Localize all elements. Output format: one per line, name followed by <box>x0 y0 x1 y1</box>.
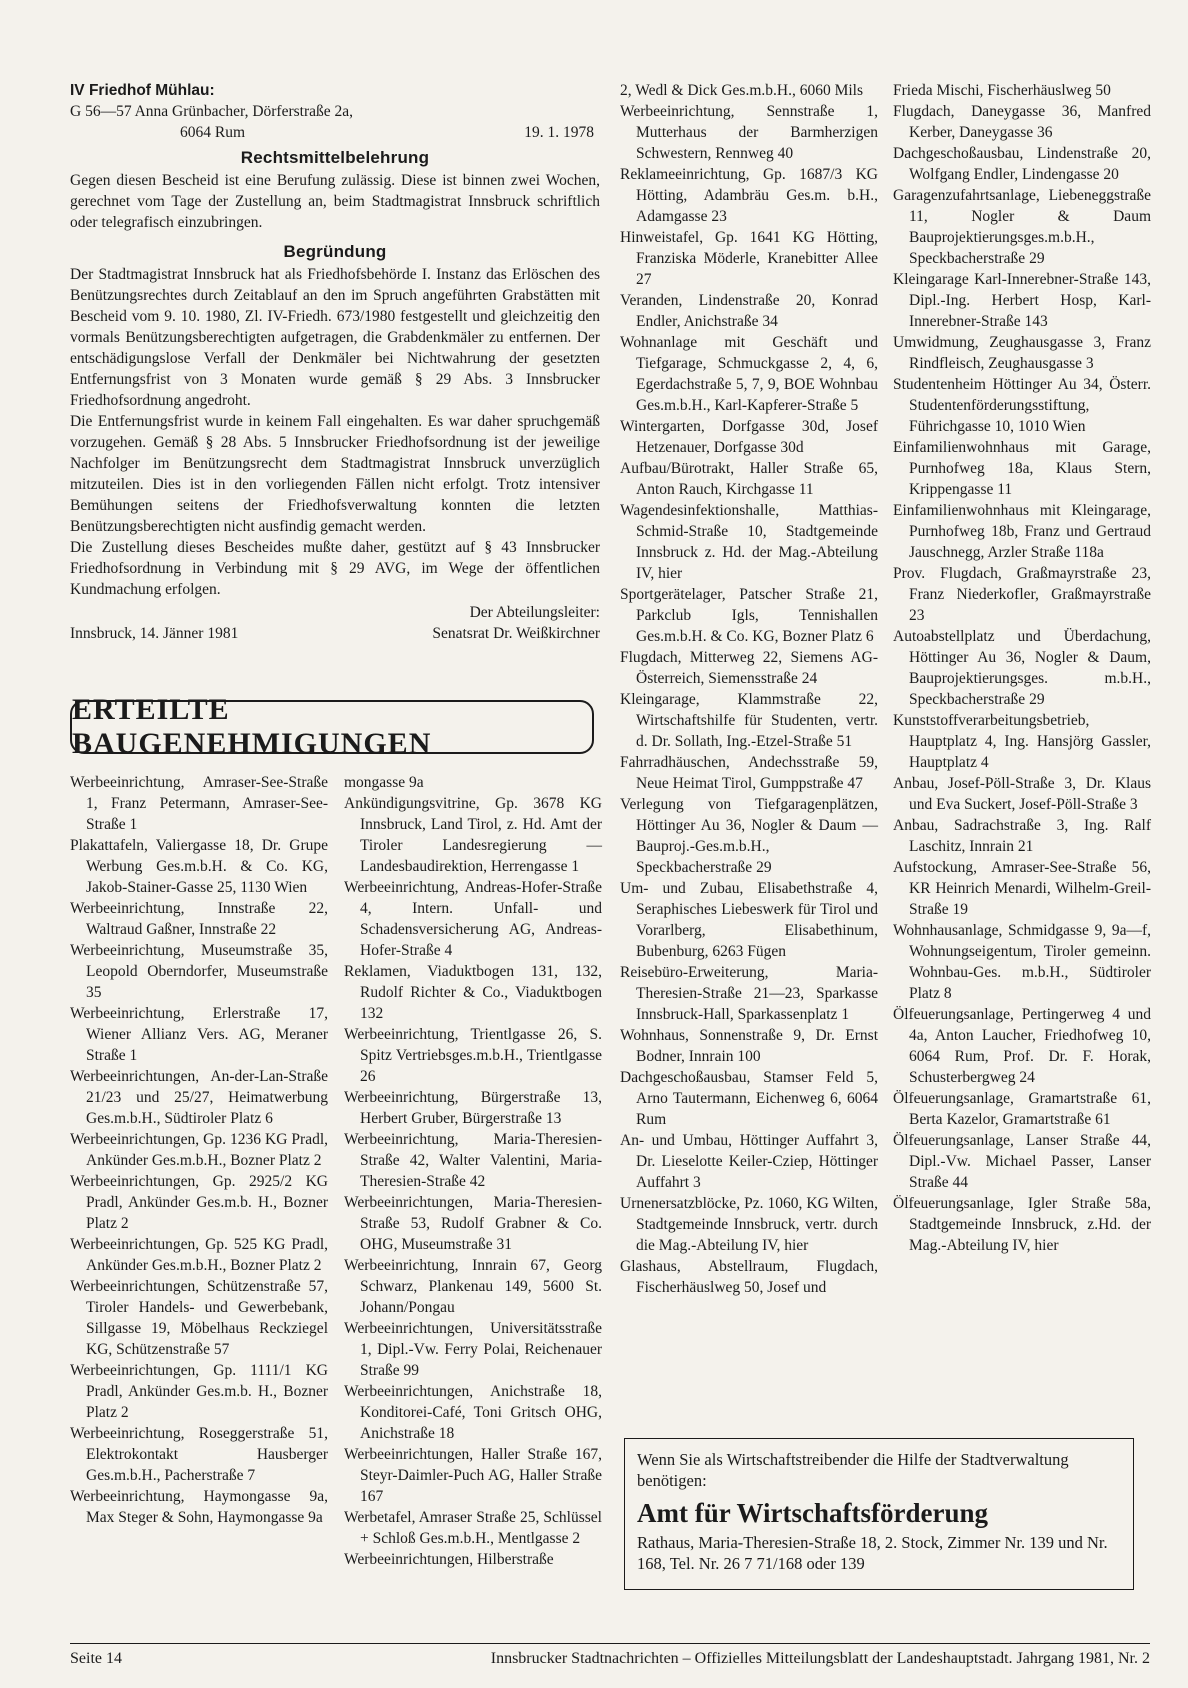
permit-entry: Werbeeinrichtungen, Gp. 1111/1 KG Pradl, Ankünder Ges.m.b. H., Bozner Platz 2 <box>70 1362 328 1421</box>
permit-entry: Ölfeuerungsanlage, Gramartstraße 61, Berta Kazelor, Gramartstraße 61 <box>893 1090 1151 1128</box>
grave-entry-row <box>70 122 600 143</box>
permit-entry: Werbeeinrichtungen, Anichstraße 18, Konditorei-Café, Toni Gritsch OHG, Anichstraße 18 <box>344 1383 602 1442</box>
permit-entry: Werbeeinrichtungen, Gp. 525 KG Pradl, Ankünder Ges.m.b.H., Bozner Platz 2 <box>70 1236 328 1274</box>
permit-entry: Werbeeinrichtungen, Gp. 2925/2 KG Pradl, Ankünder Ges.m.b. H., Bozner Platz 2 <box>70 1173 328 1232</box>
permit-entry: Werbeeinrichtung, Roseggerstraße 51, Elektrokontakt Hausberger Ges.m.b.H., Pacherstraße 7 <box>70 1425 328 1484</box>
signature-place-date: Innsbruck, 14. Jänner 1981 <box>70 625 239 642</box>
permit-entry: Fahrradhäuschen, Andechsstraße 59, Neue Heimat Tirol, Gumppstraße 47 <box>620 754 878 792</box>
permit-entry: Reisebüro-Erweiterung, Maria-Theresien-Straße 21—23, Sparkasse Innsbruck-Hall, Sparkassenplatz 1 <box>620 964 878 1023</box>
permit-entry: mongasse 9a <box>344 774 424 791</box>
section-banner-title: ERTEILTE BAUGENEHMIGUNGEN <box>70 700 594 754</box>
business-promotion-box <box>624 1438 1134 1590</box>
grave-entry-place: 6064 Rum <box>180 124 246 141</box>
permit-entry: Reklamen, Viaduktbogen 131, 132, Rudolf Richter & Co., Viaduktbogen 132 <box>344 963 602 1022</box>
permit-entry: Werbeeinrichtungen, Maria-Theresien-Straße 53, Rudolf Grabner & Co. OHG, Museumstraße 31 <box>344 1194 602 1253</box>
ad-intro: Wenn Sie als Wirtschaftstreibender die Hilfe der Stadtverwaltung benötigen: <box>637 1450 1069 1490</box>
permit-entry: Werbeeinrichtung, Sennstraße 1, Mutterhaus der Barmherzigen Schwestern, Rennweg 40 <box>620 103 878 162</box>
permit-entry: Frieda Mischi, Fischerhäuslweg 50 <box>893 82 1111 99</box>
permit-entry: Studentenheim Höttinger Au 34, Österr. Studentenförderungsstiftung, Führichgasse 10, 1010 Wien <box>893 376 1151 435</box>
rechtsmittelbelehrung-text: Gegen diesen Bescheid ist eine Berufung zulässig. Diese ist binnen zwei Wochen, gerechnet vom Tage der Zustellung an, beim Stadtmagistrat Innsbruck schriftlich oder telegrafisch einzubringen. <box>70 172 600 231</box>
permit-entry: Wintergarten, Dorfgasse 30d, Josef Hetzenauer, Dorfgasse 30d <box>620 418 878 456</box>
permit-entry: 2, Wedl & Dick Ges.m.b.H., 6060 Mils <box>620 82 864 99</box>
permit-entry: Autoabstellplatz und Überdachung, Höttinger Au 36, Nogler & Daum, Bauprojektierungsges. m.b.H., Speckbacherstraße 29 <box>893 628 1151 708</box>
footer-divider <box>70 1643 1150 1644</box>
begruendung-paragraph-1: Der Stadtmagistrat Innsbruck hat als Friedhofsbehörde I. Instanz das Erlöschen des Benützungsrechtes durch Zeitablauf an den im Spruch angeführten Grabstätten mit Bescheid vom 9. 10. 1980, Zl. IV-Friedh. 673/1980 festgestellt und gleichzeitig den vormals Benützungsberechtigten aufgetragen, die Grabdenkmäler zu entfernen. Der entschädigungslose Verfall der Denkmäler bei Nichtwahrung der gesetzten Entfernungsfrist von 3 Monaten wurde gemäß § 29 Abs. 3 Innsbrucker Friedhofsordnung angedroht. <box>70 266 600 409</box>
permit-entry: An- und Umbau, Höttinger Auffahrt 3, Dr. Lieselotte Keiler-Cziep, Höttinger Auffahrt 3 <box>620 1132 878 1191</box>
permit-entry: Aufstockung, Amraser-See-Straße 56, KR Heinrich Menardi, Wilhelm-Greil-Straße 19 <box>893 859 1151 918</box>
permit-entry: Um- und Zubau, Elisabethstraße 4, Seraphisches Liebeswerk für Tirol und Vorarlberg, Elisabethinum, Bubenburg, 6263 Fügen <box>620 880 878 960</box>
permit-entry: Werbeeinrichtungen, Gp. 1236 KG Pradl, Ankünder Ges.m.b.H., Bozner Platz 2 <box>70 1131 328 1169</box>
permit-entry: Ölfeuerungsanlage, Lanser Straße 44, Dipl.-Vw. Michael Passer, Lanser Straße 44 <box>893 1132 1151 1191</box>
permit-entry: Anbau, Sadrachstraße 3, Ing. Ralf Laschitz, Innrain 21 <box>893 817 1151 855</box>
permit-entry: Prov. Flugdach, Graßmayrstraße 23, Franz Niederkofler, Graßmayrstraße 23 <box>893 565 1151 624</box>
permit-entry: Verlegung von Tiefgaragenplätzen, Höttinger Au 36, Nogler & Daum — Bauproj.-Ges.m.b.H., Speckbacherstraße 29 <box>620 796 878 876</box>
signature-role: Der Abteilungsleiter: <box>469 604 600 621</box>
permit-entry: Einfamilienwohnhaus mit Garage, Purnhofweg 18a, Klaus Stern, Krippengasse 11 <box>893 439 1151 498</box>
permit-entry: Wohnhaus, Sonnenstraße 9, Dr. Ernst Bodner, Innrain 100 <box>620 1027 878 1065</box>
permit-entry: Werbeeinrichtung, Erlerstraße 17, Wiener Allianz Vers. AG, Meraner Straße 1 <box>70 1005 328 1064</box>
permit-entry: Kunststoffverarbeitungsbetrieb, Hauptplatz 4, Ing. Hansjörg Gassler, Hauptplatz 4 <box>893 712 1151 771</box>
permit-entry: Anbau, Josef-Pöll-Straße 3, Dr. Klaus und Eva Suckert, Josef-Pöll-Straße 3 <box>893 775 1151 813</box>
permit-entry: Sportgerätelager, Patscher Straße 21, Parkclub Igls, Tennishallen Ges.m.b.H. & Co. KG, Bozner Platz 6 <box>620 586 878 645</box>
grave-entry: G 56—57 Anna Grünbacher, Dörferstraße 2a, <box>70 103 354 120</box>
permit-entry: Werbeeinrichtung, Museumstraße 35, Leopold Oberndorfer, Museumstraße 35 <box>70 942 328 1001</box>
signature-name: Senatsrat Dr. Weißkirchner <box>432 625 600 642</box>
permit-entry: Werbeeinrichtungen, An-der-Lan-Straße 21/23 und 25/27, Heimatwerbung Ges.m.b.H., Südtiroler Platz 6 <box>70 1068 328 1127</box>
permit-entry: Kleingarage Karl-Innerebner-Straße 143, Dipl.-Ing. Herbert Hosp, Karl-Innerebner-Straße 143 <box>893 271 1151 330</box>
permit-entry: Dachgeschoßausbau, Stamser Feld 5, Arno Tautermann, Eichenweg 6, 6064 Rum <box>620 1069 878 1128</box>
permits-column-3 <box>620 80 878 1298</box>
permit-entry: Wohnhausanlage, Schmidgasse 9, 9a—f, Wohnungseigentum, Tiroler gemeinn. Wohnbau-Ges. m.b.H., Südtiroler Platz 8 <box>893 922 1151 1002</box>
begruendung-paragraph-2: Die Entfernungsfrist wurde in keinem Fall eingehalten. Es war daher spruchgemäß vorzugehen. Gemäß § 28 Abs. 5 Innsbrucker Friedhofsordnung ist der jeweilige Nachfolger im Benützungsrecht dem Stadtmagistrat Innsbruck unverzüglich mitzuteilen. Dies ist in den vorliegenden Fällen nicht erfolgt. Trotz intensiver Bemühungen seitens der Friedhofsverwaltung konnten die letzten Benützungsberechtigten nicht ausfindig gemacht werden. <box>70 413 600 535</box>
permits-column-1 <box>70 772 328 1528</box>
permit-entry: Werbeeinrichtung, Bürgerstraße 13, Herbert Gruber, Bürgerstraße 13 <box>344 1089 602 1127</box>
signature-row <box>70 623 600 644</box>
notice-section <box>70 80 600 644</box>
grave-entry-date: 19. 1. 1978 <box>524 124 594 141</box>
permit-entry: Plakattafeln, Valiergasse 18, Dr. Grupe Werbung Ges.m.b.H. & Co. KG, Jakob-Stainer-Gasse 25, 1130 Wien <box>70 837 328 896</box>
permit-entry: Werbeeinrichtung, Innrain 67, Georg Schwarz, Plankenau 149, 5600 St. Johann/Pongau <box>344 1257 602 1316</box>
permit-entry: Veranden, Lindenstraße 20, Konrad Endler, Anichstraße 34 <box>620 292 878 330</box>
permit-entry: Werbeeinrichtungen, Hilberstraße <box>344 1551 554 1568</box>
permit-entry: Werbeeinrichtung, Andreas-Hofer-Straße 4, Intern. Unfall- und Schadensversicherung AG, Andreas-Hofer-Straße 4 <box>344 879 602 959</box>
permit-entry: Ankündigungsvitrine, Gp. 3678 KG Innsbruck, Land Tirol, z. Hd. Amt der Tiroler Landesregierung — Landesbaudirektion, Herrengasse 1 <box>344 795 602 875</box>
page-number: Seite 14 <box>70 1650 122 1667</box>
permit-entry: Urnenersatzblöcke, Pz. 1060, KG Wilten, Stadtgemeinde Innsbruck, vertr. durch die Mag.-Abteilung IV, hier <box>620 1195 878 1254</box>
permit-entry: Kleingarage, Klammstraße 22, Wirtschaftshilfe für Studenten, vertr. d. Dr. Sollath, Ing.-Etzel-Straße 51 <box>620 691 878 750</box>
permit-entry: Ölfeuerungsanlage, Igler Straße 58a, Stadtgemeinde Innsbruck, z.Hd. der Mag.-Abteilung IV, hier <box>893 1195 1151 1254</box>
permit-entry: Werbeeinrichtung, Innstraße 22, Waltraud Gaßner, Innstraße 22 <box>70 900 328 938</box>
permit-entry: Werbeeinrichtungen, Schützenstraße 57, Tiroler Handels- und Gewerbebank, Sillgasse 19, Möbelhaus Reckziegel KG, Schützenstraße 57 <box>70 1278 328 1358</box>
permit-entry: Werbetafel, Amraser Straße 25, Schlüssel + Schloß Ges.m.b.H., Mentlgasse 2 <box>344 1509 602 1547</box>
permit-entry: Garagenzufahrtsanlage, Liebeneggstraße 11, Nogler & Daum Bauprojektierungsges.m.b.H., Speckbacherstraße 29 <box>893 187 1151 267</box>
rechtsmittelbelehrung-heading: Rechtsmittelbelehrung <box>240 148 430 167</box>
permit-entry: Ölfeuerungsanlage, Pertingerweg 4 und 4a, Anton Laucher, Friedhofweg 10, 6064 Rum, Prof. Dr. F. Horak, Schusterbergweg 24 <box>893 1006 1151 1086</box>
permit-entry: Werbeeinrichtungen, Universitätsstraße 1, Dipl.-Vw. Ferry Polai, Reichenauer Straße 99 <box>344 1320 602 1379</box>
permit-entry: Reklameeinrichtung, Gp. 1687/3 KG Hötting, Adambräu Ges.m. b.H., Adamgasse 23 <box>620 166 878 225</box>
permit-entry: Dachgeschoßausbau, Lindenstraße 20, Wolfgang Endler, Lindengasse 20 <box>893 145 1151 183</box>
permit-entry: Aufbau/Bürotrakt, Haller Straße 65, Anton Rauch, Kirchgasse 11 <box>620 460 878 498</box>
permit-entry: Werbeeinrichtung, Trientlgasse 26, S. Spitz Vertriebsges.m.b.H., Trientlgasse 26 <box>344 1026 602 1085</box>
cemetery-heading: IV Friedhof Mühlau: <box>70 82 215 99</box>
permit-entry: Werbeeinrichtung, Maria-Theresien-Straße 42, Walter Valentini, Maria-Theresien-Straße 42 <box>344 1131 602 1190</box>
permit-entry: Glashaus, Abstellraum, Flugdach, Fischerhäuslweg 50, Josef und <box>620 1258 878 1296</box>
permit-entry: Werbeeinrichtung, Amraser-See-Straße 1, Franz Petermann, Amraser-See-Straße 1 <box>70 774 328 833</box>
permit-entry: Wohnanlage mit Geschäft und Tiefgarage, Schmuckgasse 2, 4, 6, Egerdachstraße 5, 7, 9, BOE Wohnbau Ges.m.b.H., Karl-Kapferer-Straße 5 <box>620 334 878 414</box>
permits-column-4 <box>893 80 1151 1256</box>
permit-entry: Werbeeinrichtung, Haymongasse 9a, Max Steger & Sohn, Haymongasse 9a <box>70 1488 328 1526</box>
permit-entry: Flugdach, Daneygasse 36, Manfred Kerber, Daneygasse 36 <box>893 103 1151 141</box>
publication-line: Innsbrucker Stadtnachrichten – Offizielles Mitteilungsblatt der Landeshauptstadt. Jahrgang 1981, Nr. 2 <box>490 1650 1150 1667</box>
permit-entry: Hinweistafel, Gp. 1641 KG Hötting, Franziska Möderle, Kranebitter Allee 27 <box>620 229 878 288</box>
permit-entry: Wagendesinfektionshalle, Matthias-Schmid-Straße 10, Stadtgemeinde Innsbruck z. Hd. der Mag.-Abteilung IV, hier <box>620 502 878 582</box>
permits-column-2 <box>344 772 602 1570</box>
permit-entry: Umwidmung, Zeughausgasse 3, Franz Rindfleisch, Zeughausgasse 3 <box>893 334 1151 372</box>
permit-entry: Flugdach, Mitterweg 22, Siemens AG-Österreich, Siemensstraße 24 <box>620 649 878 687</box>
page-footer <box>70 1650 1150 1668</box>
ad-title: Amt für Wirtschaftsförderung <box>637 1498 988 1528</box>
permit-entry: Einfamilienwohnhaus mit Kleingarage, Purnhofweg 18b, Franz und Gertraud Jauschnegg, Arzler Straße 118a <box>893 502 1151 561</box>
begruendung-heading: Begründung <box>283 242 387 261</box>
permit-entry: Werbeeinrichtungen, Haller Straße 167, Steyr-Daimler-Puch AG, Haller Straße 167 <box>344 1446 602 1505</box>
ad-address: Rathaus, Maria-Theresien-Straße 18, 2. Stock, Zimmer Nr. 139 und Nr. 168, Tel. Nr. 26 7 71/168 oder 139 <box>637 1533 1108 1573</box>
begruendung-paragraph-3: Die Zustellung dieses Bescheides mußte daher, gestützt auf § 43 Innsbrucker Friedhofsordnung in Verbindung mit § 29 AVG, im Wege der öffentlichen Kundmachung erfolgen. <box>70 539 600 598</box>
